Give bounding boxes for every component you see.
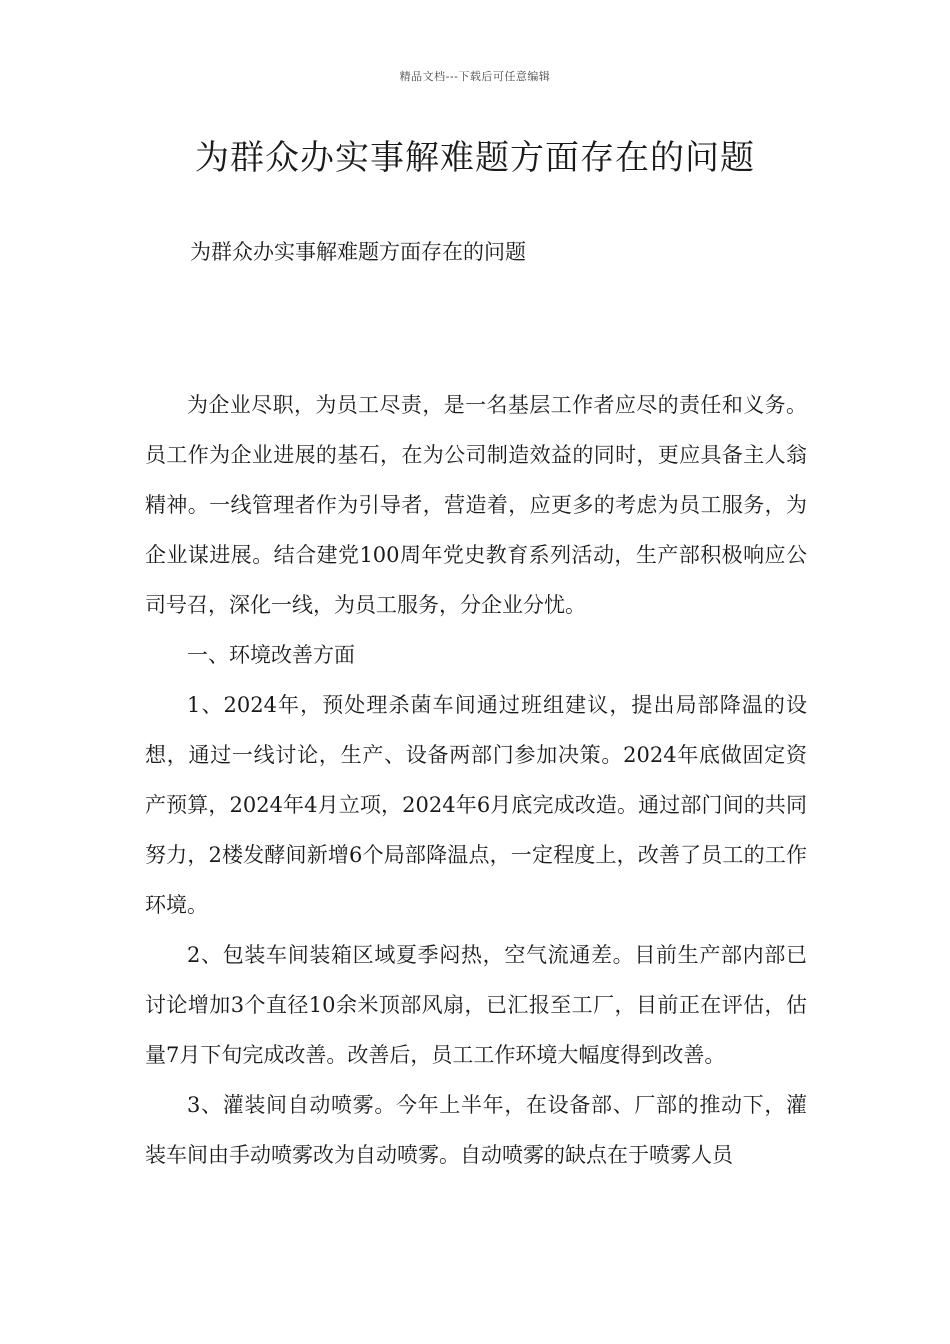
document-body xyxy=(145,380,807,1180)
paragraph-item-1: 1、2024年，预处理杀菌车间通过班组建议，提出局部降温的设想，通过一线讨论，生产、设备两部门参加决策。2024年底做固定资产预算，2024年4月立项，2024年6月底完成改造。通过部门间的共同努力，2楼发酵间新增6个局部降温点，一定程度上，改善了员工的工作环境。 xyxy=(145,693,807,917)
paragraph-intro: 为企业尽职，为员工尽责，是一名基层工作者应尽的责任和义务。员工作为企业进展的基石，在为公司制造效益的同时，更应具备主人翁精神。一线管理者作为引导者，营造着，应更多的考虑为员工服务，为企业谋进展。结合建党100周年党史教育系列活动，生产部积极响应公司号召，深化一线，为员工服务，分企业分忧。 xyxy=(145,393,807,617)
paragraph-item-3: 3、灌装间自动喷雾。今年上半年，在设备部、厂部的推动下，灌装车间由手动喷雾改为自动喷雾。自动喷雾的缺点在于喷雾人员 xyxy=(145,1093,807,1167)
document-title: 为群众办实事解难题方面存在的问题 xyxy=(195,138,755,178)
header-note: 精品文档---下载后可任意编辑 xyxy=(399,70,551,83)
section-heading-environment: 一、环境改善方面 xyxy=(187,643,355,667)
document-subtitle: 为群众办实事解难题方面存在的问题 xyxy=(190,240,526,264)
paragraph-item-2: 2、包装车间装箱区域夏季闷热，空气流通差。目前生产部内部已讨论增加3个直径10余米顶部风扇，已汇报至工厂，目前正在评估，估量7月下旬完成改善。改善后，员工工作环境大幅度得到改善。 xyxy=(145,943,807,1067)
